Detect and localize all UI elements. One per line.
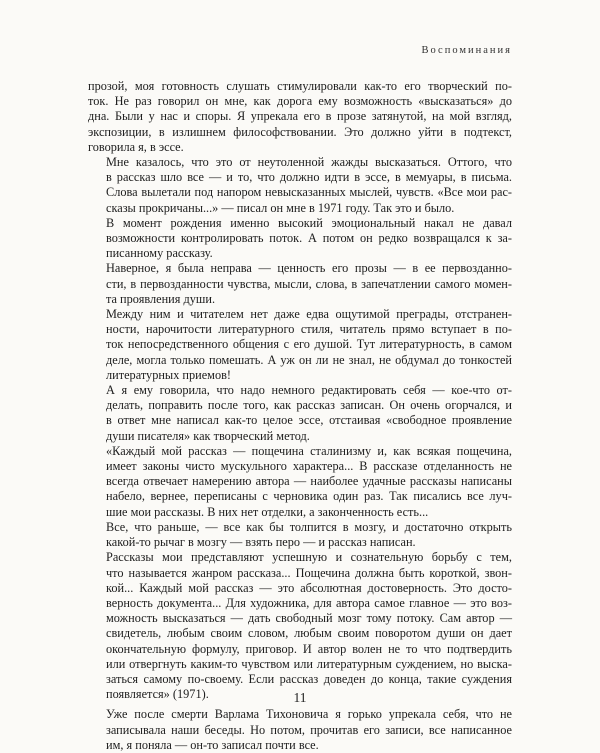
- text-line: в рассказ шло все — и то, что должно идти в эссе, в мемуары, в письма.: [106, 170, 512, 185]
- page-number: 11: [293, 690, 307, 705]
- paragraph: [88, 307, 512, 383]
- text-line: окончательную формулу, приговор. И автор волен не то что подтвердить: [106, 641, 512, 656]
- paragraph: [88, 520, 512, 550]
- text-line: ток. Не раз говорил он мне, как дорога ему возможность «высказаться» до: [88, 94, 512, 109]
- text-line: Все, что раньше, — все как бы толпится в мозгу, и достаточно открыть: [106, 519, 512, 534]
- text-line: записывала наши беседы. Но потом, прочитав его записи, все написанное: [106, 722, 512, 737]
- text-line: заться самому по-своему. Если рассказ доведен до конца, такие суждения: [106, 671, 512, 686]
- text-line: Наверное, я была неправа — ценность его прозы — в ее первозданно-: [106, 261, 512, 276]
- text-line: в ответ мне написал как-то целое эссе, отстаивая «свободное проявление: [106, 413, 512, 428]
- text-line: свидетель, любым своим словом, любым своим поворотом души он дает: [106, 626, 512, 641]
- text-line: им, я поняла — он-то записал почти все.: [106, 737, 319, 752]
- text-line: прозой, моя готовность слушать стимулировали как-то его творческий по-: [88, 79, 512, 93]
- text-line: Слова вылетали под напором невысказанных мыслей, чувств. «Все мои рас-: [106, 185, 512, 200]
- text-line: сти, в первозданности чувства, мысли, слова, в запечатлении самого момен-: [106, 276, 512, 291]
- text-line: души писателя» как творческий метод.: [106, 428, 310, 443]
- text-line: Уже после смерти Варлама Тихоновича я горько упрекала себя, что не: [106, 707, 512, 722]
- text-line: ток непосредственного общения с его душой. Тут литературность, в самом: [106, 337, 512, 352]
- body-text: [88, 79, 512, 753]
- text-line: «Каждый мой рассказ — пощечина сталинизму и, как всякая пощечина,: [106, 443, 512, 458]
- text-line: возможности контролировать поток. А потом он редко возвращался к за-: [106, 231, 512, 246]
- text-line: можность высказаться — дать свободный мозг тому потоку. Сам автор —: [106, 611, 512, 626]
- text-line: верность документа... Для художника, для автора самое главное — это воз-: [106, 595, 512, 610]
- text-line: кой... Каждый мой рассказ — это абсолютная достоверность. Это досто-: [106, 580, 512, 595]
- text-line: сказы прокричаны...» — писал он мне в 1971 году. Так это и было.: [106, 200, 455, 215]
- text-line: что называется жанром рассказа... Пощечина должна быть короткой, звон-: [106, 565, 512, 580]
- running-head: Воспоминания: [421, 45, 512, 56]
- text-line: экспозиции, в излишнем философствовании. Это должно уйти в подтекст,: [88, 124, 512, 139]
- text-line: литературных приемов!: [106, 367, 232, 382]
- text-line: появляется» (1971).: [106, 687, 209, 702]
- paragraph: [88, 261, 512, 307]
- text-line: делать, поправить после того, как рассказ записан. Он очень огорчался, и: [106, 398, 512, 413]
- paragraph: [88, 707, 512, 753]
- paragraph: [88, 79, 512, 155]
- text-line: В момент рождения именно высокий эмоциональный накал не давал: [106, 215, 512, 230]
- text-line: Рассказы мои представляют успешную и сознательную борьбу с тем,: [106, 550, 512, 565]
- text-line: какой-то рычаг в мозгу — взять перо — и рассказ написан.: [106, 535, 416, 550]
- text-line: та проявления души.: [106, 291, 216, 306]
- text-line: или отвергнуть каким-то чувством или литературным суждением, но выска-: [106, 656, 512, 671]
- paragraph: [88, 444, 512, 520]
- text-line: писанному рассказу.: [106, 246, 213, 261]
- paragraph: [88, 550, 512, 702]
- text-line: Мне казалось, что это от неутоленной жажды высказаться. Оттого, что: [106, 155, 512, 170]
- paragraph: [88, 383, 512, 444]
- text-line: имеет законы чисто мускульного характера... В рассказе отделанность не: [106, 459, 512, 474]
- text-line: ности, нарочитости литературного стиля, читатель прямо вступает в по-: [106, 322, 512, 337]
- text-line: набело, вернее, переписаны с черновика один раз. Так писались все луч-: [106, 489, 512, 504]
- text-line: всегда отвечает намерению автора — наиболее удачные рассказы написаны: [106, 474, 512, 489]
- text-line: деле, могла только помешать. А уж он ли не знал, не обдумал до тонкостей: [106, 352, 512, 367]
- text-line: шие мои рассказы. В них нет отделки, а законченность есть...: [106, 504, 429, 519]
- text-line: Между ним и читателем нет даже едва ощутимой преграды, отстранен-: [106, 307, 512, 322]
- paragraph: [88, 216, 512, 262]
- text-line: А я ему говорила, что надо немного редактировать себя — кое-что от-: [106, 383, 512, 398]
- text-line: дна. Были у нас и споры. Я упрекала его в прозе затянутой, на мой взгляд,: [88, 109, 512, 124]
- text-line: говорила я, в эссе.: [88, 139, 184, 154]
- paragraph: [88, 155, 512, 216]
